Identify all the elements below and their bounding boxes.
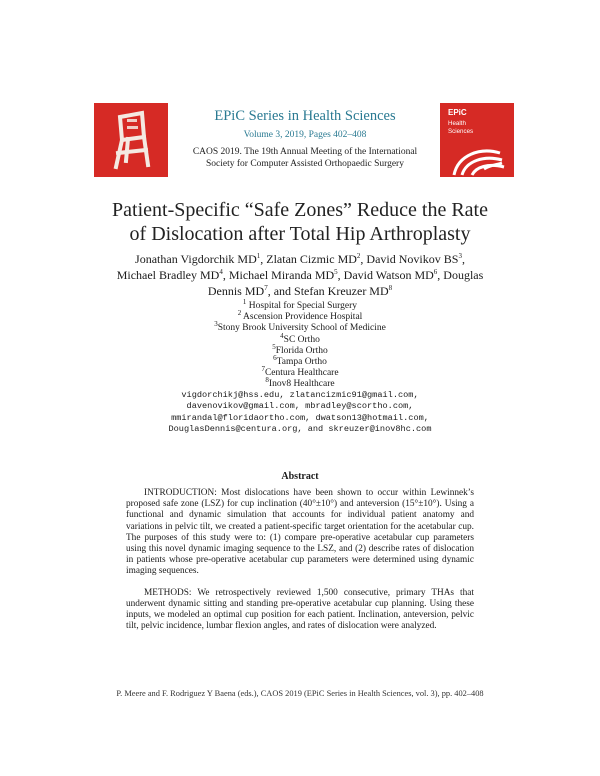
title-line: of Dislocation after Total Hip Arthroplasty xyxy=(129,223,471,245)
volume-pages: Volume 3, 2019, Pages 402–408 xyxy=(243,130,367,140)
author-name: Stefan Kreuzer MD xyxy=(294,284,389,298)
author-sup: 7 xyxy=(264,284,268,292)
author-sup: 6 xyxy=(433,268,438,276)
affiliation-item: $^8$Inov8 Healthcare xyxy=(265,376,335,390)
separator: , xyxy=(360,252,367,266)
logo-sub-line: Health xyxy=(448,120,466,127)
affiliation-item: $^4$SC Ortho xyxy=(280,331,320,345)
abstract-paragraph: METHODS: We retrospectively reviewed 1,500 consecutive, primary THAs that underwent dynamic sitting and standing pre-operative acetabular cup planning. Using these inputs, we modeled an optimal cup position for each patient. Inclination, anteversion, pelvic tilt, pelvic incidence, lumbar flexion angles, and rates of dislocation were analyzed. xyxy=(126,587,474,632)
separator: , xyxy=(437,268,444,282)
affiliation-item: $^6$Tampa Ortho xyxy=(273,353,327,368)
author-sup: 5 xyxy=(334,268,338,276)
paper-title xyxy=(60,198,540,246)
swirl-icon xyxy=(440,103,514,177)
author-name: David Novikov BS xyxy=(366,252,459,266)
affiliation-item: $^3$Stony Brook University School of Medicine xyxy=(214,320,386,334)
author-name: Jonathan Vigdorchik MD xyxy=(135,252,257,266)
page-footer: P. Meere and F. Rodriguez Y Baena (eds.), CAOS 2019 (EPiC Series in Health Sciences, vol. 3), pp. 402–408 xyxy=(116,689,484,698)
abstract-body xyxy=(126,488,474,642)
author-list xyxy=(60,251,540,299)
email-line: mmirandal@floridaortho.com, dwatson13@hotmail.com, xyxy=(171,412,429,423)
conference-line: Society for Computer Assisted Orthopaedic Surgery xyxy=(206,159,404,169)
author-sup: 2 xyxy=(356,252,361,260)
author-name: Michael Bradley MD xyxy=(116,268,220,282)
author-name-part: Douglas xyxy=(443,268,484,282)
series-info xyxy=(180,107,430,170)
author-line xyxy=(60,283,540,299)
series-title: EPiC Series in Health Sciences xyxy=(214,108,396,124)
logo-sub-line: Sciences xyxy=(448,128,474,135)
email-line: davenovikov@gmail.com, mbradley@scortho.com, xyxy=(186,401,414,412)
epic-chair-logo xyxy=(94,103,168,177)
author-name: Zlatan Cizmic MD xyxy=(266,252,357,266)
author-sup: 1 xyxy=(256,252,261,260)
journal-header xyxy=(94,103,514,177)
separator: , and xyxy=(267,284,295,298)
author-name: David Watson MD xyxy=(343,268,434,282)
abstract-heading: Abstract xyxy=(281,471,319,482)
title-line: Patient-Specific “Safe Zones” Reduce the Rate xyxy=(112,199,488,221)
affiliation-item: $^2$ Ascension Providence Hospital xyxy=(237,309,363,323)
author-line xyxy=(60,267,540,283)
email-line: vigdorchikj@hss.edu, zlatancizmic91@gmail.com, xyxy=(181,390,419,400)
chair-icon xyxy=(94,103,168,177)
conference-info xyxy=(180,146,430,170)
affiliation-list xyxy=(150,297,450,391)
author-line: Jonathan Vigdorchik $MD^1$, Zlatan Cizmic $MD^2$, David Novikov $BS^3$, xyxy=(135,252,465,266)
logo-title: EPiC xyxy=(448,108,467,117)
author-sup: 3 xyxy=(458,252,462,260)
separator: , xyxy=(260,252,267,266)
separator: , xyxy=(337,268,344,282)
abstract-paragraph: INTRODUCTION: Most dislocations have been shown to occur within Lewinnek’s proposed safe zone (LSZ) for cup inclination (40°±10°) and anteversion (15°±10°). Using a functional and dynamic simulation that accounts for individual patient anatomy and variations in pelvic tilt, we created a patient-specific target orientation for the acetabular cup. The purposes of this study were to: (1) compare pre-operative acetabular cup parameters using this novel dynamic imaging sequence to the LSZ, and (2) describe rates of dislocation in patients whose pre-operative acetabular cup parameters were determined using dynamic imaging sequences. xyxy=(126,488,474,577)
author-name-part: Dennis MD xyxy=(207,284,265,298)
author-sup: 8 xyxy=(388,284,393,292)
epic-health-sciences-logo xyxy=(440,103,514,177)
email-line: DouglasDennis@centura.org, and skreuzer@inov8hc.com xyxy=(168,423,432,434)
author-sup: 4 xyxy=(219,268,223,276)
affiliation-item: $^1$ Hospital for Special Surgery xyxy=(242,297,358,311)
email-list xyxy=(60,390,540,435)
separator: , xyxy=(222,268,229,282)
author-name: Michael Miranda MD xyxy=(228,268,335,282)
affiliation-item: $^7$Centura Healthcare xyxy=(261,365,339,379)
conference-line: CAOS 2019. The 19th Annual Meeting of the International xyxy=(192,147,418,157)
affiliation-item: $^5$Florida Ortho xyxy=(272,342,328,356)
